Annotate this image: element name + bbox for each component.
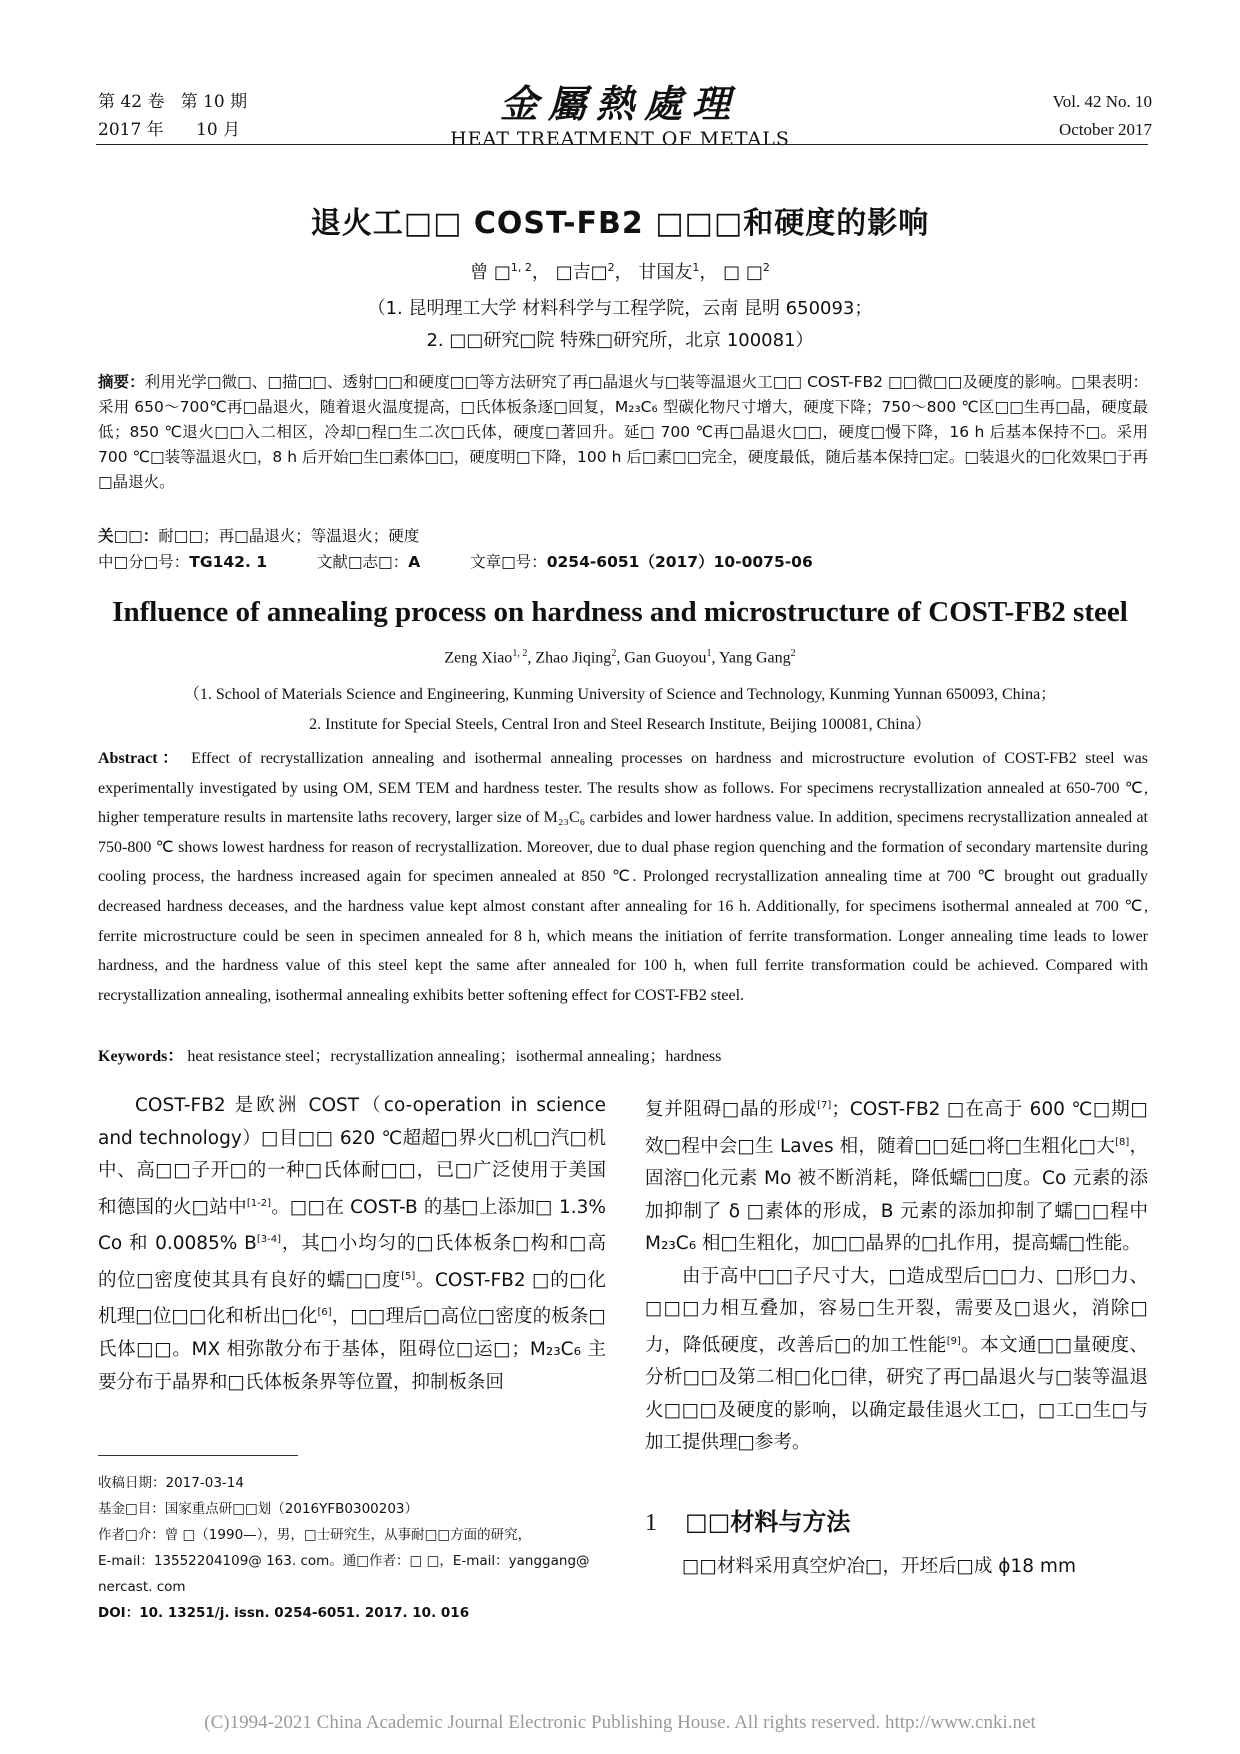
- paper-title-en: Influence of annealing process on hardness and microstructure of COST-FB2 steel: [112, 596, 1128, 628]
- author-affil-mark: 2: [607, 261, 615, 274]
- author-affil-mark: 2: [762, 261, 770, 274]
- section-title: □□材料与方法: [685, 1508, 851, 1536]
- body-column-right: [645, 1090, 1148, 1460]
- issue-info: [98, 88, 247, 144]
- text-run: 。COST-FB2 □的□化机理□位□□化和析出□化: [98, 1269, 606, 1328]
- abstract-en-label: Abstract：: [98, 750, 183, 767]
- keywords-en: [98, 1043, 1148, 1066]
- paragraph: [645, 1090, 1148, 1261]
- author-name-en: Yang Gang: [718, 649, 791, 667]
- citation[interactable]: [6]: [317, 1307, 332, 1319]
- abstract-cn: [98, 370, 1148, 495]
- affiliation-en-2: 2. Institute for Special Steels, Central Iron and Steel Research Institute, Beijing 100081, China）: [309, 716, 931, 733]
- citation[interactable]: [7]: [817, 1100, 832, 1111]
- text-run: COST-FB2 是欧洲 COST（co-operation in science and technology）□目□□ 620 ℃超超□界火□机□汽□机中、高□□子开□的一种□氏体耐□□，已□广泛使用于美国和德国的火□站中: [98, 1095, 606, 1218]
- article-id: 0254-6051（2017）10-0075-06: [546, 553, 813, 571]
- author-list-en: Zeng Xiao$^{1, 2}$, Zhao Jiqing$^2$, Gan Guoyou$^1$, Yang Gang$^2$: [444, 648, 796, 667]
- text-run: ，□□理后□高位□密度的板条□氏体□□。MX 相弥散分布于基体，阻碍位□运□；M₂₃C₆ 主要分布于晶界和□氏体板条界等位置，抑制板条回: [98, 1306, 606, 1393]
- author-affil-mark: 2: [790, 648, 796, 659]
- abstract-cn-text: 利用光学□微□、□描□□、透射□□和硬度□□等方法研究了再□晶退火与□装等温退火工□□ COST-FB2 □□微□□及硬度的影响。□果表明：采用 650～700℃再□晶退火，随着退火温度提高，□氏体板条逐□回复，M₂₃C₆ 型碳化物尺寸增大，硬度下降；750～800 ℃区□□生再□晶，硬度最低；850 ℃退火□□入二相区，冷却□程□生二次□氏体，硬度□著回升。延□ 700 ℃再□晶退火□□，硬度□慢下降，16 h 后基本保持不□。采用 700 ℃□装等温退火□，8 h 后开始□生□素体□□，硬度明□下降，100 h 后□素□□完全，硬度最低，随后基本保持□定。□装退火的□化效果□于再□晶退火。: [98, 373, 1148, 491]
- affiliation-en-1: （1. School of Materials Science and Engineering, Kunming University of Science and Technology, Kunming Yunnan 650093, China；: [183, 686, 1057, 703]
- text-run: ；COST-FB2 □在高于 600 ℃□期□效□程中会□生 Laves 相，随着□□延□将□生粗化□大: [645, 1099, 1148, 1157]
- received-date: 收稿日期：2017-03-14: [98, 1475, 244, 1491]
- paragraph: [645, 1261, 1148, 1460]
- author-affil-mark: 1, 2: [510, 261, 532, 274]
- author-name-en: Zhao Jiqing: [535, 649, 612, 667]
- author-name: 曾 □: [470, 262, 511, 283]
- body-column-left: [98, 1090, 606, 1399]
- text-run: 由于高中□□子尺寸大，□造成型后□□力、□形□力、□□□力相互叠加，容易□生开裂，需要及□退火，消除□力，降低硬度，改善后□的加工性能: [645, 1265, 1148, 1356]
- citation[interactable]: [9]: [946, 1335, 961, 1347]
- fund-info: 基金□目：国家重点研□□划（2016YFB0300203）: [98, 1501, 419, 1517]
- text-run: ，固溶□化元素 Mo 被不断消耗，降低蠕□□度。Co 元素的添加抑制了 δ □素体的形成，B 元素的添加抑制了蠕□□程中 M₂₃C₆ 相□生粗化，加□□晶界的□扎作用，提高蠕□性能。: [645, 1135, 1148, 1255]
- clc-label: 中□分□号：: [98, 553, 190, 571]
- citation[interactable]: [3-4]: [256, 1234, 281, 1246]
- footnote-rule: [98, 1455, 298, 1456]
- citation[interactable]: [8]: [1115, 1136, 1130, 1148]
- citation[interactable]: [5]: [401, 1270, 416, 1282]
- volume-issue: 第 42 卷 第 10 期: [98, 92, 248, 112]
- keywords-cn-label: 关□□：: [98, 527, 159, 545]
- paragraph: [98, 1090, 606, 1399]
- abstract-cn-label: 摘要：: [98, 373, 145, 391]
- author-affil-mark: 2: [611, 648, 617, 659]
- section-number: 1: [645, 1510, 657, 1536]
- author-affil-mark: 1, 2: [512, 648, 528, 659]
- author-affil-mark: 1: [692, 261, 700, 274]
- section-heading: [645, 1502, 850, 1537]
- author-affil-mark: 1: [706, 648, 712, 659]
- author-name: □ □: [723, 262, 763, 283]
- doc-code: A: [408, 553, 421, 571]
- author-list-cn: 曾 □$^{1, 2}$， □吉□$^2$， 甘国友$^1$， □ □$^2$: [470, 261, 770, 283]
- journal-masthead: [420, 82, 820, 150]
- doi-text[interactable]: DOI：10. 13251/j. issn. 0254-6051. 2017. 10. 016: [98, 1605, 470, 1621]
- abstract-en-text: Effect of recrystallization annealing and isothermal annealing processes on hardness and microstructure evolution of COST-FB2 steel was experimentally investigated by using OM, SEM TEM and hardness tester. The results show as follows. For specimens recrystallization annealed at 650-700 ℃, higher temperature results in martensite laths recovery, larger size of M₂₃C₆ carbides and lower hardness value. In addition, specimens recrystallization annealed at 750-800 ℃ shows lowest hardness for reason of recrystallization. Moreover, due to dual phase region quenching and the formation of secondary martensite during cooling process, the hardness increased again for specimen annealed at 850 ℃. Prolonged recrystallization annealing time at 700 ℃ brought out gradually decreased hardness deceases, and the hardness value kept almost constant after annealing for 16 h. Additionally, for specimens isothermal annealed at 700 ℃, ferrite microstructure could be seen in specimen annealed for 8 h, which means the initiation of ferrite transformation. Longer annealing time leads to lower hardness, and the hardness value of this steel kept the same after annealed for 100 h, when full ferrite transformation could be achieved. Compared with recrystallization annealing, isothermal annealing exhibits better softening effect for COST-FB2 steel.: [98, 750, 1149, 1004]
- doi: [98, 1600, 606, 1626]
- journal-logo: 金屬熱處理: [499, 81, 740, 126]
- issue-info-en: [1053, 88, 1152, 144]
- doc-code-label: 文献□志□：: [316, 553, 409, 571]
- affiliation-cn-1: （1. 昆明理工大学 材料科学与工程学院，云南 昆明 650093；: [367, 298, 873, 319]
- author-name: □吉□: [555, 262, 608, 283]
- text-run: 。□□在 COST-B 的基□上添加□ 1.3% Co 和 0.0085% B: [98, 1196, 607, 1255]
- paper-title-cn: 退火工□□ COST-FB2 □□□和硬度的影响: [310, 206, 930, 241]
- text-run: 。本文通□□量硬度、分析□□及第二相□化□律，研究了再□晶退火与□装等温退火□□□及硬度的影响，以确定最佳退火工□，□工□生□与加工提供理□参考。: [645, 1334, 1149, 1454]
- classification-line: [98, 550, 1148, 575]
- keywords-cn-text: 耐□□；再□晶退火；等温退火；硬度: [158, 527, 420, 545]
- section-body: □□材料采用真空炉冶□，开坯后□成 ϕ18 mm: [682, 1556, 1076, 1577]
- footnotes: [98, 1470, 606, 1626]
- abstract-en: [98, 744, 1148, 1010]
- copyright-footer: (C)1994-2021 China Academic Journal Electronic Publishing House. All rights reserved. http://www.cnki.net: [204, 1712, 1036, 1733]
- author-name-en: Zeng Xiao: [444, 649, 513, 667]
- author-bio: 作者□介：曾 □（1990—），男，□士研究生，从事耐□□方面的研究，: [98, 1527, 532, 1543]
- author-email-cont: nercast. com: [98, 1579, 186, 1595]
- keywords-en-label: Keywords：: [98, 1048, 184, 1065]
- journal-name-en: HEAT TREATMENT OF METALS: [450, 128, 790, 150]
- article-id-label: 文章□号：: [470, 553, 547, 571]
- affiliation-cn-2: 2. □□研究□院 特殊□研究所，北京 100081）: [426, 330, 814, 351]
- header-rule: [96, 144, 1148, 145]
- text-run: ，其□小均匀的□氏体板条□构和□高的位□密度使其具有良好的蠕□□度: [98, 1233, 606, 1291]
- author-email: E-mail：13552204109@ 163. com。通□作者：□ □，E-mail：yanggang@: [98, 1553, 590, 1569]
- keywords-cn: [98, 524, 1148, 549]
- author-name-en: Gan Guoyou: [624, 649, 707, 667]
- date-en: October 2017: [1058, 120, 1152, 139]
- author-name: 甘国友: [638, 262, 693, 283]
- year-month: 2017 年 10 月: [98, 120, 241, 140]
- text-run: 复并阻碍□晶的形成: [645, 1099, 818, 1121]
- volume-en: Vol. 42 No. 10: [1052, 92, 1152, 111]
- clc-number: TG142. 1: [189, 553, 268, 571]
- keywords-en-text: heat resistance steel；recrystallization annealing；isothermal annealing；hardness: [187, 1048, 722, 1065]
- citation[interactable]: [1-2]: [246, 1197, 271, 1209]
